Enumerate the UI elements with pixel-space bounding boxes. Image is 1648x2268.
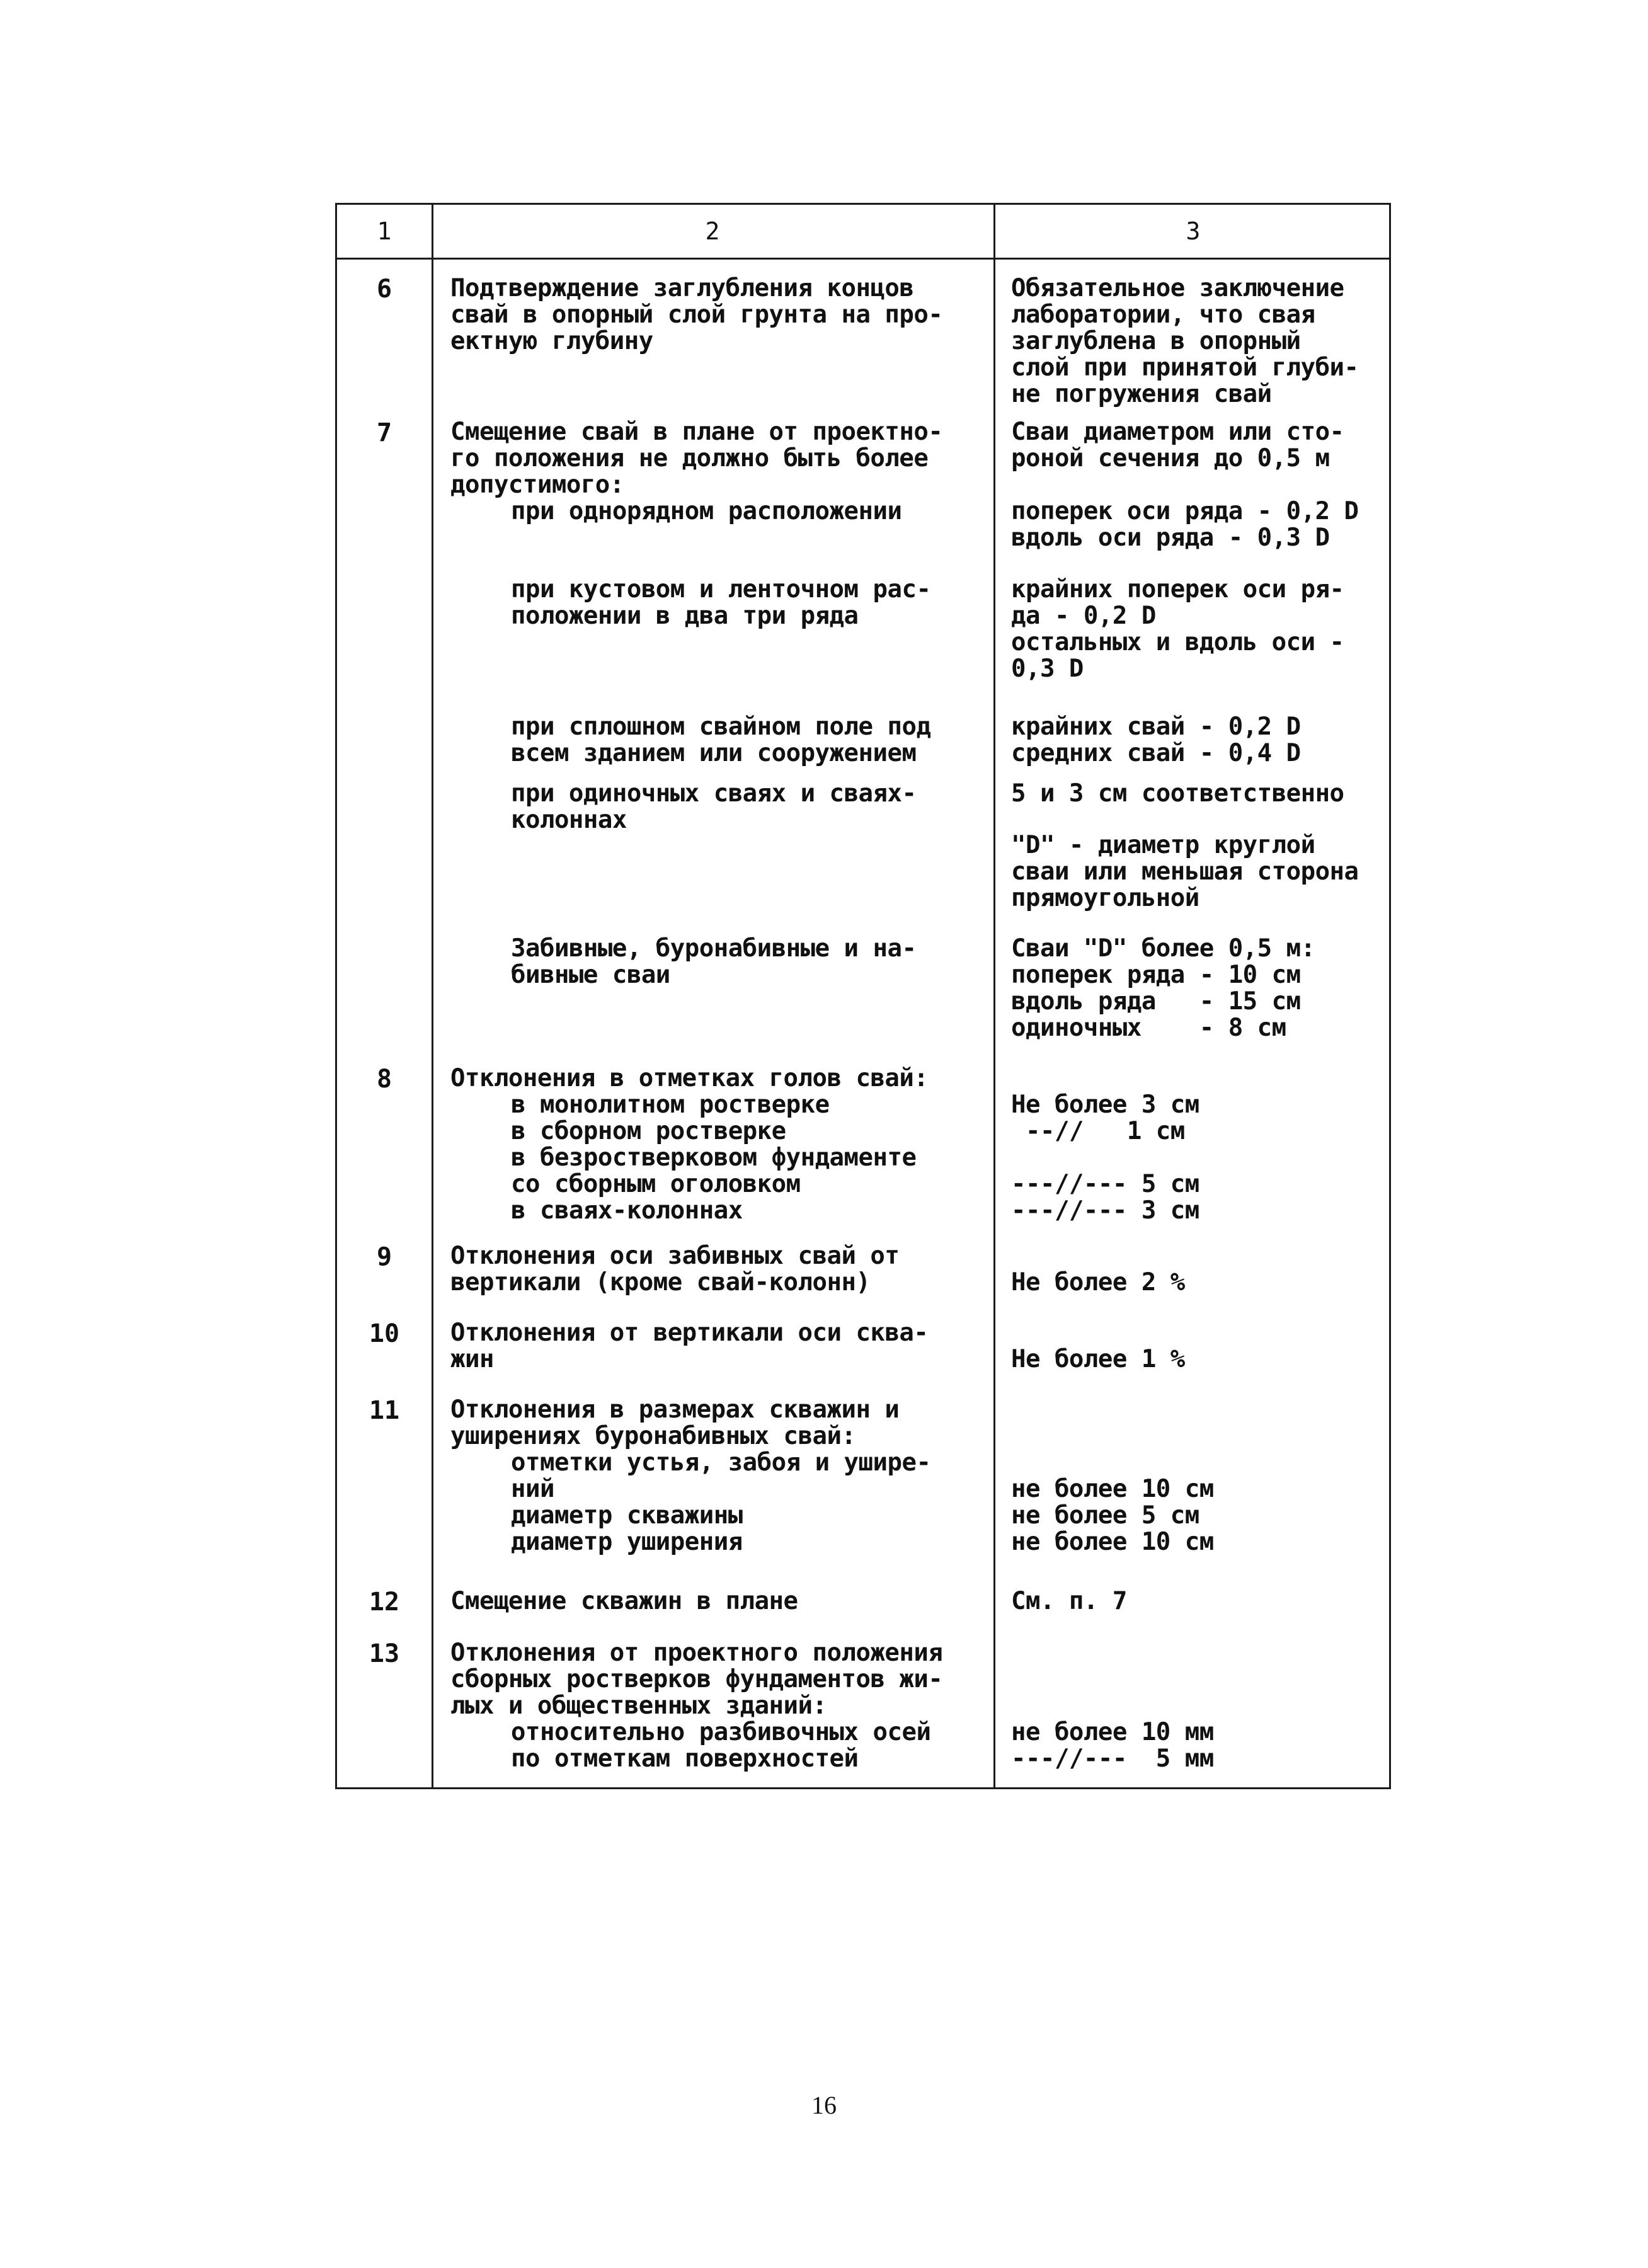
description-line: вертикали (кроме свай-колонн) — [450, 1268, 871, 1297]
requirement-line: Обязательное заключение — [1011, 274, 1344, 302]
row-requirement — [1011, 1640, 1389, 1772]
requirement-line: одиночных - 8 см — [1011, 1014, 1286, 1042]
description-line: при одиночных сваях и сваях- — [511, 779, 917, 808]
requirement-line: Не более 1 % — [1011, 1345, 1185, 1373]
header-col-3: 3 — [1186, 217, 1201, 245]
row-requirement — [1011, 1243, 1389, 1296]
row-number: 8 — [376, 1065, 392, 1094]
description-line: свай в опорный слой грунта на про- — [450, 301, 943, 329]
requirement-line: поперек оси ряда - 0,2 D — [1011, 497, 1359, 525]
requirement-line: "D" - диаметр круглой — [1011, 831, 1315, 859]
description-line: в безростверковом фундаменте — [511, 1143, 917, 1172]
description-line: сборных ростверков фундаментов жи- — [450, 1665, 943, 1693]
row-description — [450, 576, 986, 629]
requirement-line: крайних поперек оси ря- — [1011, 575, 1344, 604]
requirements-table — [335, 203, 1391, 1789]
description-line: Отклонения от вертикали оси сква- — [450, 1319, 929, 1347]
requirement-line: 0,3 D — [1011, 655, 1084, 683]
description-line: диаметр уширения — [511, 1528, 743, 1556]
requirement-line: --// 1 см — [1011, 1117, 1185, 1145]
column-divider-1 — [432, 205, 433, 1787]
row-description — [450, 1065, 986, 1224]
description-line: ектную глубину — [450, 327, 653, 355]
requirement-line: да - 0,2 D — [1011, 602, 1156, 630]
row-requirement — [1011, 936, 1389, 1041]
row-description — [450, 936, 986, 988]
requirement-line: не погружения свай — [1011, 380, 1272, 408]
requirement-line: прямоугольной — [1011, 884, 1199, 912]
requirement-line: лаборатории, что свая — [1011, 301, 1315, 329]
requirement-line: средних свай - 0,4 D — [1011, 739, 1301, 767]
description-line: жин — [450, 1345, 494, 1373]
row-number: 6 — [376, 275, 392, 304]
row-description — [450, 1397, 986, 1555]
requirement-line: Не более 2 % — [1011, 1268, 1185, 1297]
requirement-line: не более 10 см — [1011, 1475, 1214, 1503]
description-line: при однорядном расположении — [511, 497, 902, 525]
row-requirement — [1011, 1397, 1389, 1555]
requirement-line: См. п. 7 — [1011, 1587, 1127, 1615]
row-requirement — [1011, 714, 1389, 767]
description-line: Смещение скважин в плане — [450, 1587, 798, 1615]
description-line: го положения не должно быть более — [450, 444, 929, 472]
requirement-line — [1011, 1397, 1389, 1423]
row-description — [450, 1640, 986, 1772]
row-requirement — [1011, 1092, 1389, 1224]
requirement-line: Сваи "D" более 0,5 м: — [1011, 934, 1315, 963]
requirement-line: 5 и 3 см соответственно — [1011, 779, 1344, 808]
row-description — [450, 714, 986, 767]
requirement-line — [1011, 1450, 1389, 1476]
description-line: в сваях-колоннах — [511, 1196, 743, 1225]
requirement-line: ---//--- 3 см — [1011, 1196, 1199, 1225]
description-line: Отклонения в размерах скважин и — [450, 1395, 900, 1424]
description-line: по отметкам поверхностей — [511, 1744, 859, 1773]
description-line: лых и общественных зданий: — [450, 1692, 827, 1720]
row-requirement — [1011, 419, 1389, 472]
requirement-line: не более 10 см — [1011, 1528, 1214, 1556]
row-number: 12 — [369, 1588, 400, 1617]
description-line: в монолитном ростверке — [511, 1091, 830, 1119]
row-number: 10 — [369, 1319, 400, 1348]
description-line: при кустовом и ленточном рас- — [511, 575, 931, 604]
requirement-line: сваи или меньшая сторона — [1011, 857, 1359, 886]
description-line: со сборным оголовком — [511, 1170, 801, 1198]
requirement-line — [1011, 1320, 1389, 1346]
requirement-line — [1011, 1666, 1389, 1693]
description-line: Отклонения в отметках голов свай: — [450, 1064, 929, 1092]
requirement-line: вдоль ряда - 15 см — [1011, 987, 1301, 1016]
requirement-line: не более 5 см — [1011, 1501, 1199, 1530]
row-requirement — [1011, 1588, 1389, 1615]
row-requirement — [1011, 275, 1389, 408]
requirement-line: не более 10 мм — [1011, 1718, 1214, 1746]
requirement-line: крайних свай - 0,2 D — [1011, 713, 1301, 741]
row-description — [450, 1320, 986, 1373]
row-description — [450, 781, 986, 833]
row-number: 9 — [376, 1242, 392, 1271]
requirement-line — [1011, 1243, 1389, 1269]
description-line: Забивные, буронабивные и на- — [511, 934, 917, 963]
description-line: Отклонения от проектного положения — [450, 1639, 943, 1667]
row-number: 7 — [376, 418, 392, 447]
row-description — [450, 1243, 986, 1296]
description-line: допустимого: — [450, 471, 624, 499]
description-line: Смещение свай в плане от проектно- — [450, 418, 943, 446]
row-requirement — [1011, 781, 1389, 912]
requirement-line — [1011, 1423, 1389, 1450]
requirement-line — [1011, 1145, 1389, 1171]
row-number: 11 — [369, 1396, 400, 1425]
requirement-line — [1011, 1640, 1389, 1666]
row-number: 13 — [369, 1639, 400, 1668]
description-line: колоннах — [511, 806, 627, 834]
requirement-line: вдоль оси ряда - 0,3 D — [1011, 524, 1330, 552]
row-requirement — [1011, 498, 1389, 551]
requirement-line — [1011, 1693, 1389, 1719]
description-line: диаметр скважины — [511, 1501, 743, 1530]
row-description — [450, 275, 986, 355]
requirement-line: слой при принятой глуби- — [1011, 353, 1359, 382]
description-line: положении в два три ряда — [511, 602, 859, 630]
requirement-line: поперек ряда - 10 см — [1011, 961, 1301, 989]
header-col-1: 1 — [377, 217, 392, 245]
description-line: при сплошном свайном поле под — [511, 713, 931, 741]
description-line: ний — [511, 1475, 554, 1503]
row-requirement — [1011, 1320, 1389, 1373]
description-line: Отклонения оси забивных свай от — [450, 1242, 900, 1270]
row-description — [450, 1588, 986, 1615]
description-line: в сборном ростверке — [511, 1117, 786, 1145]
requirement-line — [1011, 807, 1389, 832]
description-line: бивные сваи — [511, 961, 670, 989]
description-line: Подтверждение заглубления концов — [450, 274, 914, 302]
description-line: всем зданием или сооружением — [511, 739, 917, 767]
requirement-line: ---//--- 5 мм — [1011, 1744, 1214, 1773]
requirement-line: Сваи диаметром или сто- — [1011, 418, 1344, 446]
header-divider — [337, 258, 1389, 260]
row-requirement — [1011, 576, 1389, 682]
page-number: 16 — [811, 2091, 837, 2119]
row-description — [450, 498, 986, 525]
description-line: относительно разбивочных осей — [511, 1718, 931, 1746]
column-divider-2 — [993, 205, 995, 1787]
description-line: уширениях буронабивных свай: — [450, 1422, 856, 1450]
requirement-line: заглублена в опорный — [1011, 327, 1301, 355]
description-line: отметки устья, забоя и ушире- — [511, 1448, 931, 1477]
requirement-line: роной сечения до 0,5 м — [1011, 444, 1330, 472]
row-description — [450, 419, 986, 498]
header-col-2: 2 — [705, 217, 720, 245]
requirement-line: ---//--- 5 см — [1011, 1170, 1199, 1198]
requirement-line: остальных и вдоль оси - — [1011, 628, 1344, 656]
requirement-line: Не более 3 см — [1011, 1091, 1199, 1119]
